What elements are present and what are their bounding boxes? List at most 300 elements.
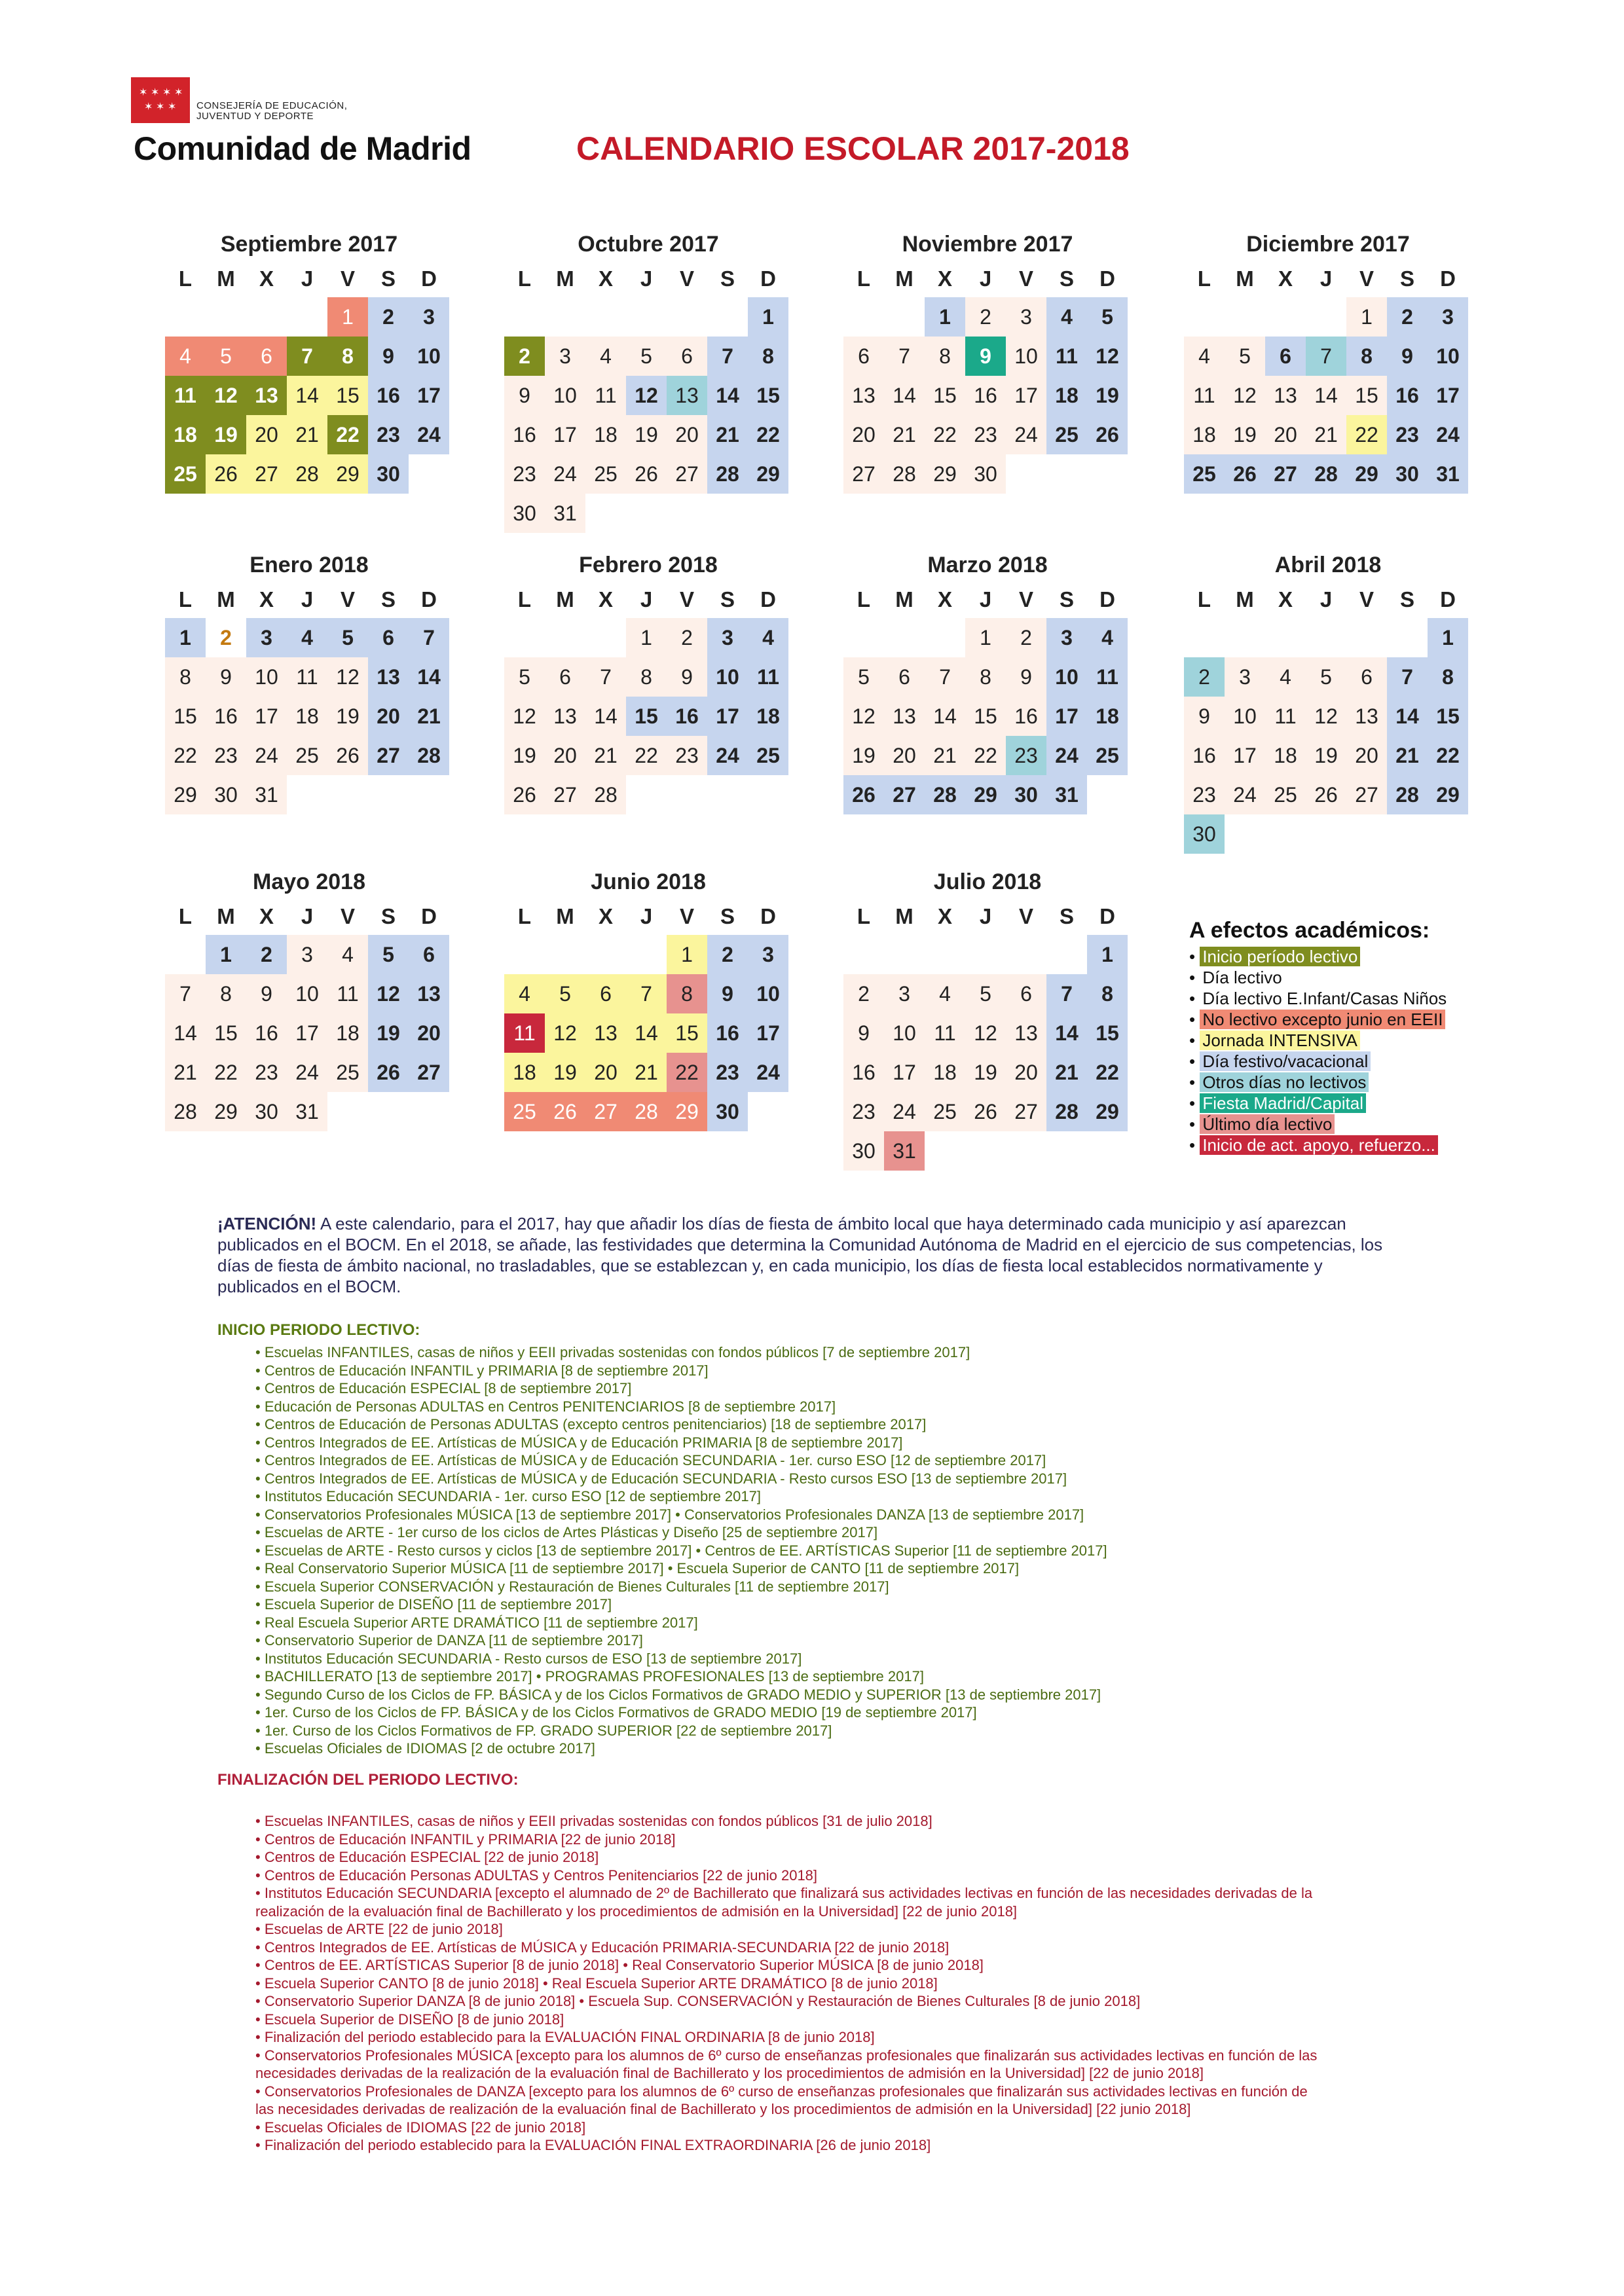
- day-cell: 7: [1387, 657, 1428, 697]
- day-cell: 15: [667, 1013, 707, 1053]
- day-cell: 29: [748, 454, 788, 494]
- list-item: • Escuelas Oficiales de IDIOMAS [22 de junio 2018]: [255, 2119, 586, 2136]
- week-row: [165, 1013, 453, 1053]
- day-cell: 17: [1428, 376, 1468, 415]
- empty-cell: [1006, 454, 1046, 494]
- empty-cell: [667, 494, 707, 533]
- month-calendar: [843, 549, 1132, 814]
- day-cell: 10: [748, 974, 788, 1013]
- weekday-label: S: [380, 904, 396, 928]
- day-cell: 28: [165, 1092, 206, 1131]
- week-row: [843, 1013, 1132, 1053]
- day-cell: 7: [409, 618, 449, 657]
- day-cell: 29: [165, 775, 206, 814]
- day-cell: 18: [1265, 736, 1306, 775]
- day-cell: 17: [545, 415, 585, 454]
- list-item: • Escuelas de ARTE - Resto cursos y ciclos [13 de septiembre 2017] • Centros de EE. ARTÍSTICAS Superior [11 de septiembre 2017]: [255, 1542, 1107, 1559]
- day-cell: 17: [748, 1013, 788, 1053]
- day-cell: 12: [368, 974, 409, 1013]
- day-cell: 29: [1428, 775, 1468, 814]
- day-cell: 8: [626, 657, 667, 697]
- empty-cell: [1087, 1131, 1128, 1171]
- day-cell: 24: [1046, 736, 1087, 775]
- day-cell: 5: [327, 618, 368, 657]
- weekday-label: X: [598, 587, 613, 611]
- day-cell: 3: [287, 935, 327, 974]
- month-calendar: [843, 866, 1132, 1171]
- day-cell: 6: [1265, 337, 1306, 376]
- day-cell: 3: [246, 618, 287, 657]
- day-cell: 3: [1428, 297, 1468, 337]
- day-cell: 21: [925, 736, 965, 775]
- empty-cell: [545, 618, 585, 657]
- week-row: [504, 415, 792, 454]
- day-cell: 9: [368, 337, 409, 376]
- empty-cell: [246, 297, 287, 337]
- day-cell: 29: [327, 454, 368, 494]
- day-cell: 16: [1387, 376, 1428, 415]
- list-item: • Finalización del periodo establecido para la EVALUACIÓN FINAL ORDINARIA [8 de junio 2018]: [255, 2029, 875, 2045]
- day-cell: 23: [965, 415, 1006, 454]
- day-cell: 28: [1387, 775, 1428, 814]
- day-cell: 7: [1046, 974, 1087, 1013]
- day-cell: 15: [748, 376, 788, 415]
- weekday-label: M: [895, 587, 913, 611]
- week-row: [843, 935, 1132, 974]
- weekday-header: [843, 581, 1132, 618]
- inicio-section-title: INICIO PERIODO LECTIVO:: [217, 1321, 420, 1339]
- org-name: Comunidad de Madrid: [134, 130, 471, 167]
- bullet-icon: •: [1189, 968, 1200, 987]
- weekday-header: [165, 898, 453, 935]
- weekday-header: [843, 898, 1132, 935]
- day-cell: 6: [843, 337, 884, 376]
- day-cell: 11: [327, 974, 368, 1013]
- month-title: Mayo 2018: [253, 869, 365, 894]
- week-row: [165, 415, 453, 454]
- day-cell: 16: [368, 376, 409, 415]
- empty-cell: [884, 297, 925, 337]
- day-cell: 13: [246, 376, 287, 415]
- day-cell: 15: [626, 697, 667, 736]
- day-cell: 15: [327, 376, 368, 415]
- weekday-label: X: [937, 587, 952, 611]
- list-item: • Centros de Educación INFANTIL y PRIMARIA [8 de septiembre 2017]: [255, 1362, 709, 1379]
- empty-cell: [585, 297, 626, 337]
- day-cell: 23: [1184, 775, 1225, 814]
- legend-label: Día lectivo: [1202, 968, 1282, 987]
- empty-cell: [707, 297, 748, 337]
- bullet-icon: •: [1189, 1051, 1200, 1071]
- day-cell: 13: [545, 697, 585, 736]
- weekday-label: S: [1059, 904, 1074, 928]
- list-item: realización de la evaluación final de Bachillerato y los procedimientos de admisión en la Universidad] [22 de junio 2018]: [255, 1903, 1018, 1920]
- day-cell: 9: [246, 974, 287, 1013]
- week-row: [1184, 337, 1472, 376]
- weekday-label: L: [1197, 266, 1211, 291]
- day-cell: 20: [1006, 1053, 1046, 1092]
- list-item: • Centros de Educación INFANTIL y PRIMARIA [22 de junio 2018]: [255, 1831, 676, 1848]
- list-item: • Segundo Curso de los Ciclos de FP. BÁSICA y de los Ciclos Formativos de GRADO MEDIO y SUPERIOR [13 de septiembre 2017]: [255, 1686, 1101, 1703]
- day-cell: 1: [748, 297, 788, 337]
- day-cell: 22: [1087, 1053, 1128, 1092]
- day-cell: 27: [409, 1053, 449, 1092]
- legend-item: [1189, 1009, 1517, 1030]
- empty-cell: [287, 297, 327, 337]
- day-cell: 2: [246, 935, 287, 974]
- day-cell: 16: [246, 1013, 287, 1053]
- empty-cell: [585, 935, 626, 974]
- day-cell: 16: [707, 1013, 748, 1053]
- day-cell: 19: [1087, 376, 1128, 415]
- weekday-label: D: [760, 904, 776, 928]
- week-row: [165, 1092, 453, 1131]
- empty-cell: [1387, 814, 1428, 854]
- weekday-label: X: [937, 904, 952, 928]
- day-cell: 27: [1006, 1092, 1046, 1131]
- day-cell: 3: [1046, 618, 1087, 657]
- day-cell: 22: [667, 1053, 707, 1092]
- day-cell: 23: [1006, 736, 1046, 775]
- day-cell: 27: [1346, 775, 1387, 814]
- legend-item: [1189, 946, 1517, 967]
- day-cell: 23: [1387, 415, 1428, 454]
- day-cell: 31: [1046, 775, 1087, 814]
- day-cell: 6: [1006, 974, 1046, 1013]
- legend-item: [1189, 1030, 1517, 1051]
- week-row: [165, 454, 453, 494]
- empty-cell: [1046, 935, 1087, 974]
- legend-label: Último día lectivo: [1200, 1114, 1335, 1134]
- weekday-label: D: [1099, 266, 1115, 291]
- weekday-header: [504, 581, 792, 618]
- day-cell: 3: [409, 297, 449, 337]
- final-section-title: FINALIZACIÓN DEL PERIODO LECTIVO:: [217, 1771, 519, 1789]
- list-item: • Conservatorio Superior de DANZA [11 de septiembre 2017]: [255, 1632, 643, 1649]
- day-cell: 22: [327, 415, 368, 454]
- week-row: [843, 337, 1132, 376]
- day-cell: 8: [327, 337, 368, 376]
- empty-cell: [1306, 618, 1346, 657]
- day-cell: 19: [327, 697, 368, 736]
- weekday-label: X: [1278, 266, 1293, 291]
- day-cell: 28: [1046, 1092, 1087, 1131]
- day-cell: 30: [368, 454, 409, 494]
- day-cell: 24: [884, 1092, 925, 1131]
- day-cell: 16: [1184, 736, 1225, 775]
- week-row: [504, 935, 792, 974]
- week-row: [1184, 454, 1472, 494]
- weekday-label: V: [679, 266, 694, 291]
- day-cell: 26: [1087, 415, 1128, 454]
- day-cell: 30: [206, 775, 246, 814]
- day-cell: 21: [884, 415, 925, 454]
- day-cell: 23: [206, 736, 246, 775]
- empty-cell: [707, 494, 748, 533]
- day-cell: 8: [667, 974, 707, 1013]
- day-cell: 21: [1046, 1053, 1087, 1092]
- legend-item: [1189, 1114, 1517, 1135]
- day-cell: 1: [965, 618, 1006, 657]
- day-cell: 4: [165, 337, 206, 376]
- weekday-label: J: [640, 266, 653, 291]
- day-cell: 14: [165, 1013, 206, 1053]
- day-cell: 8: [165, 657, 206, 697]
- day-cell: 2: [220, 626, 232, 649]
- weekday-label: J: [979, 266, 992, 291]
- weekday-label: S: [380, 587, 396, 611]
- day-cell: 5: [965, 974, 1006, 1013]
- day-cell: 20: [545, 736, 585, 775]
- day-cell: 17: [287, 1013, 327, 1053]
- empty-cell: [1265, 297, 1306, 337]
- weekday-label: L: [517, 904, 532, 928]
- day-cell: 29: [925, 454, 965, 494]
- day-cell: 28: [884, 454, 925, 494]
- day-cell: 12: [1087, 337, 1128, 376]
- day-cell: 31: [884, 1131, 925, 1171]
- day-cell: 29: [1346, 454, 1387, 494]
- day-cell: 19: [1306, 736, 1346, 775]
- week-row: [165, 618, 453, 657]
- day-cell: 19: [843, 736, 884, 775]
- weekday-label: S: [720, 587, 735, 611]
- day-cell: 14: [925, 697, 965, 736]
- day-cell: 30: [707, 1092, 748, 1131]
- empty-cell: [1006, 935, 1046, 974]
- weekday-label: D: [421, 904, 437, 928]
- day-cell: 1: [667, 935, 707, 974]
- day-cell: 29: [1087, 1092, 1128, 1131]
- day-cell: 10: [1225, 697, 1265, 736]
- month-title: Septiembre 2017: [220, 232, 398, 257]
- day-cell: 20: [246, 415, 287, 454]
- week-row: [165, 935, 453, 974]
- empty-cell: [545, 935, 585, 974]
- empty-cell: [504, 297, 545, 337]
- list-item: • Centros de Educación Personas ADULTAS y Centros Penitenciarios [22 de junio 2018]: [255, 1867, 818, 1884]
- empty-cell: [1006, 1131, 1046, 1171]
- weekday-label: L: [178, 904, 193, 928]
- empty-cell: [884, 935, 925, 974]
- day-cell: 12: [1306, 697, 1346, 736]
- day-cell: 14: [1306, 376, 1346, 415]
- empty-cell: [327, 1092, 368, 1131]
- list-item: • Escuela Superior de DISEÑO [11 de septiembre 2017]: [255, 1596, 612, 1613]
- day-cell: 4: [748, 618, 788, 657]
- day-cell: 16: [1006, 697, 1046, 736]
- day-cell: 18: [748, 697, 788, 736]
- day-cell: 3: [884, 974, 925, 1013]
- day-cell: 2: [1184, 657, 1225, 697]
- empty-cell: [884, 618, 925, 657]
- day-cell: 18: [585, 415, 626, 454]
- day-cell: 7: [287, 337, 327, 376]
- day-cell: 15: [206, 1013, 246, 1053]
- day-cell: 16: [843, 1053, 884, 1092]
- day-cell: 12: [327, 657, 368, 697]
- day-cell: 12: [1225, 376, 1265, 415]
- day-cell: 3: [545, 337, 585, 376]
- weekday-label: V: [340, 904, 355, 928]
- weekday-label: S: [1059, 266, 1074, 291]
- weekday-label: S: [380, 266, 396, 291]
- week-row: [1184, 376, 1472, 415]
- week-row: [165, 337, 453, 376]
- day-cell: 8: [206, 974, 246, 1013]
- day-cell: 12: [206, 376, 246, 415]
- list-item: • Real Escuela Superior ARTE DRAMÁTICO [11 de septiembre 2017]: [255, 1614, 698, 1631]
- day-cell: 11: [1265, 697, 1306, 736]
- day-cell: 24: [287, 1053, 327, 1092]
- weekday-label: M: [1236, 266, 1254, 291]
- day-cell: 28: [1306, 454, 1346, 494]
- month-title: Diciembre 2017: [1246, 232, 1410, 257]
- day-cell: 1: [1428, 618, 1468, 657]
- weekday-label: M: [895, 904, 913, 928]
- day-cell: 25: [1087, 736, 1128, 775]
- weekday-label: D: [1440, 587, 1456, 611]
- weekday-label: S: [1059, 587, 1074, 611]
- list-item: • Escuelas Oficiales de IDIOMAS [2 de octubre 2017]: [255, 1740, 595, 1757]
- day-cell: 4: [1046, 297, 1087, 337]
- attention-note: [217, 1213, 1396, 1297]
- day-cell: 3: [707, 618, 748, 657]
- weekday-label: D: [421, 587, 437, 611]
- empty-cell: [1346, 814, 1387, 854]
- day-cell: 10: [287, 974, 327, 1013]
- day-cell: 25: [1265, 775, 1306, 814]
- bullet-icon: •: [1189, 1093, 1200, 1113]
- weekday-label: L: [857, 587, 871, 611]
- day-cell: 26: [1225, 454, 1265, 494]
- day-cell: 28: [626, 1092, 667, 1131]
- day-cell: 5: [843, 657, 884, 697]
- weekday-label: M: [217, 904, 235, 928]
- day-cell: 21: [585, 736, 626, 775]
- weekday-label: J: [301, 266, 314, 291]
- day-cell: 15: [925, 376, 965, 415]
- day-cell: 19: [1225, 415, 1265, 454]
- weekday-label: X: [259, 904, 274, 928]
- attention-lead: ¡ATENCIÓN!: [217, 1214, 317, 1233]
- empty-cell: [545, 297, 585, 337]
- weekday-label: L: [857, 266, 871, 291]
- weekday-label: J: [301, 904, 314, 928]
- day-cell: 2: [667, 618, 707, 657]
- week-row: [843, 775, 1132, 814]
- day-cell: 23: [504, 454, 545, 494]
- day-cell: 9: [1184, 697, 1225, 736]
- day-cell: 27: [545, 775, 585, 814]
- weekday-label: L: [178, 587, 193, 611]
- day-cell: 6: [545, 657, 585, 697]
- day-cell: 3: [1225, 657, 1265, 697]
- week-row: [1184, 814, 1472, 854]
- day-cell: 15: [1346, 376, 1387, 415]
- empty-cell: [925, 935, 965, 974]
- legend: [1189, 918, 1517, 1156]
- empty-cell: [1087, 454, 1128, 494]
- day-cell: 22: [925, 415, 965, 454]
- list-item: • Centros Integrados de EE. Artísticas de MÚSICA y Educación PRIMARIA-SECUNDARIA [22 de junio 2018]: [255, 1939, 950, 1956]
- weekday-label: J: [640, 904, 653, 928]
- page-title: CALENDARIO ESCOLAR 2017-2018: [576, 130, 1130, 167]
- empty-cell: [748, 1092, 788, 1131]
- day-cell: 25: [1184, 454, 1225, 494]
- month-title: Febrero 2018: [579, 553, 718, 577]
- day-cell: 14: [287, 376, 327, 415]
- list-item: necesidades derivadas de la realización de la evaluación final de Bachillerato y los procedimientos de admisión en la Universidad] [22 de junio 2018]: [255, 2065, 1204, 2081]
- list-item: • Institutos Educación SECUNDARIA - 1er. curso ESO [12 de septiembre 2017]: [255, 1488, 761, 1504]
- day-cell: 10: [409, 337, 449, 376]
- weekday-label: V: [340, 266, 355, 291]
- day-cell: 16: [206, 697, 246, 736]
- day-cell: 9: [965, 337, 1006, 376]
- day-cell: 22: [1346, 415, 1387, 454]
- empty-cell: [1046, 454, 1087, 494]
- day-cell: 7: [1306, 337, 1346, 376]
- weekday-header: [504, 898, 792, 935]
- day-cell: 7: [884, 337, 925, 376]
- legend-item: [1189, 1051, 1517, 1072]
- empty-cell: [925, 618, 965, 657]
- empty-cell: [1184, 618, 1225, 657]
- day-cell: 14: [1046, 1013, 1087, 1053]
- day-cell: 27: [368, 736, 409, 775]
- empty-cell: [585, 494, 626, 533]
- weekday-label: M: [217, 266, 235, 291]
- day-cell: 26: [504, 775, 545, 814]
- weekday-label: L: [857, 904, 871, 928]
- weekday-label: J: [979, 904, 992, 928]
- day-cell: 30: [1006, 775, 1046, 814]
- day-cell: 9: [206, 657, 246, 697]
- week-row: [165, 1053, 453, 1092]
- list-item: las necesidades derivadas de realización de la evaluación final de Bachillerato y los procedimientos de admisión en la Universidad] [22 junio 2018]: [255, 2101, 1191, 2117]
- month-title: Julio 2018: [933, 869, 1042, 894]
- week-row: [843, 618, 1132, 657]
- day-cell: 31: [287, 1092, 327, 1131]
- weekday-label: J: [301, 587, 314, 611]
- empty-cell: [1387, 618, 1428, 657]
- day-cell: 1: [165, 618, 206, 657]
- day-cell: 26: [545, 1092, 585, 1131]
- day-cell: 29: [965, 775, 1006, 814]
- week-row: [504, 376, 792, 415]
- list-item: • Escuela Superior de DISEÑO [8 de junio 2018]: [255, 2011, 564, 2028]
- day-cell: 27: [884, 775, 925, 814]
- day-cell: 25: [1046, 415, 1087, 454]
- week-row: [165, 657, 453, 697]
- day-cell: 9: [1387, 337, 1428, 376]
- week-row: [504, 736, 792, 775]
- day-cell: 15: [1428, 697, 1468, 736]
- weekday-label: M: [556, 904, 574, 928]
- final-list: [255, 1812, 1317, 2155]
- list-item: • Educación de Personas ADULTAS en Centros PENITENCIARIOS [8 de septiembre 2017]: [255, 1398, 836, 1415]
- day-cell: 8: [965, 657, 1006, 697]
- empty-cell: [368, 1092, 409, 1131]
- week-row: [1184, 618, 1472, 657]
- month-calendar: [165, 866, 453, 1131]
- day-cell: 22: [748, 415, 788, 454]
- weekday-label: S: [720, 904, 735, 928]
- weekday-label: D: [421, 266, 437, 291]
- day-cell: 2: [368, 297, 409, 337]
- weekday-header: [504, 261, 792, 297]
- day-cell: 5: [626, 337, 667, 376]
